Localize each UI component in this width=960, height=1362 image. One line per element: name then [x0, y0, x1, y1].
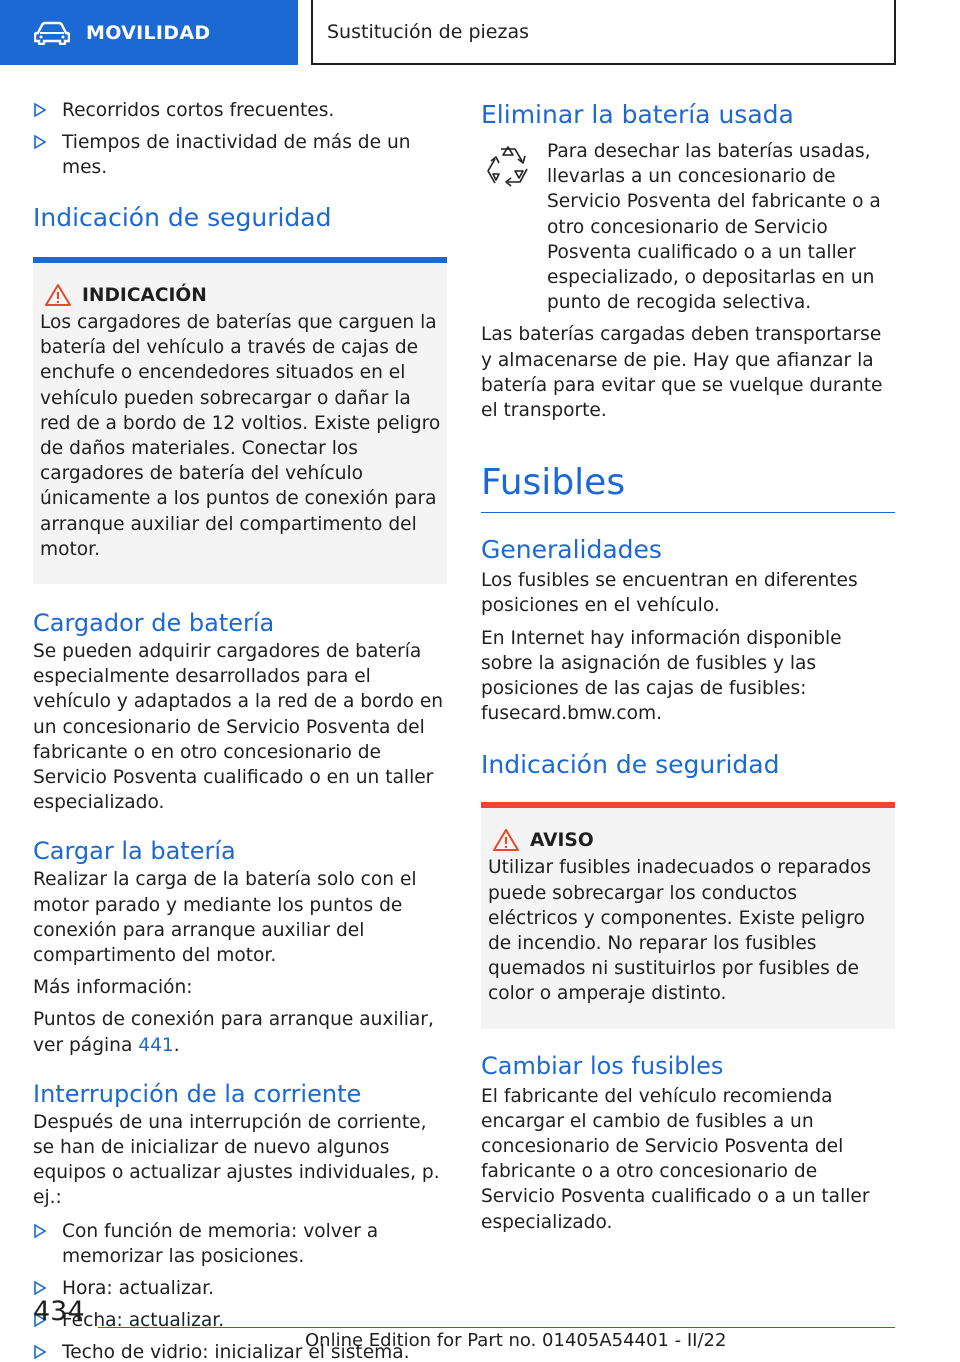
page-link-441[interactable]: 441: [138, 1034, 174, 1056]
footer-divider: [98, 1327, 895, 1328]
heading-dispose: Eliminar la batería usada: [481, 100, 794, 129]
paragraph-transport: Las baterías cargadas deben transportarse y almacenarse de pie. Hay que afianzar la batería para evitar que se vuelque durante el transporte.: [481, 324, 883, 422]
bullet-triangle-icon: [33, 1223, 47, 1239]
notice-text: Los cargadores de baterías que carguen la batería del vehículo a través de cajas de enchufe o encendedores situados en el vehículo pueden sobrecargar o dañar la red de a bordo de 12 voltios. Existe peligro de daños materiales. Conectar los cargadores de batería del vehículo únicamente a los puntos de conexión para arranque auxiliar del compartimento del motor.: [40, 312, 441, 560]
heading-safety: Indicación de seguridad: [33, 203, 332, 232]
list-item: Techo de vidrio: inicializar el sistema.: [33, 1340, 447, 1362]
warning-label: AVISO: [530, 829, 594, 851]
paragraph-charger: Se pueden adquirir cargadores de batería especialmente desarrollados para el vehículo y adaptados a la red de a bordo en un concesionario de Servicio Posventa del fabricante o en otro concesionario de Servicio Posventa cualificado o en un taller especializado.: [33, 641, 444, 814]
section-tab: [0, 0, 298, 65]
page-number: 434: [33, 1296, 85, 1327]
warning-triangle-icon: [44, 283, 72, 307]
heading-safety-fuses: Indicación de seguridad: [481, 750, 780, 780]
chapter-title: Sustitución de piezas: [327, 20, 529, 43]
notice-header: [40, 283, 441, 307]
paragraph-interrupt: Después de una interrupción de corriente, se han de inicializar de nuevo algunos equipos o actualizar ajustes individuales, p. ej.:: [33, 1111, 440, 1209]
paragraph-general-1: Los fusibles se encuentran en diferentes posiciones en el vehículo.: [481, 570, 858, 617]
bullet-triangle-icon: [33, 1280, 47, 1296]
warning-triangle-icon: [492, 828, 520, 852]
chapter-tab: [311, 0, 896, 65]
warning-box: [481, 802, 895, 1028]
paragraph-dispose: Para desechar las baterías usadas, llevarlas a un concesionario de Servicio Posventa del fabricante o a otro concesionario de Servicio Posventa cualificado o a un taller especializado, o depositarlas en un punto de recogida selectiva.: [547, 141, 881, 314]
heading-fuses: Fusibles: [481, 462, 626, 504]
paragraph-change: El fabricante del vehículo recomienda encargar el cambio de fusibles a un concesionario de Servicio Posventa del fabricante o a otro concesionario de Servicio Posventa cualificado o a un taller especializado.: [481, 1085, 870, 1233]
heading-change: Cambiar los fusibles: [481, 1051, 724, 1080]
heading-charger: Cargador de batería: [33, 609, 275, 638]
warning-header: [488, 828, 889, 852]
section-title: MOVILIDAD: [86, 21, 211, 44]
footer-edition: Online Edition for Part no. 01405A54401 - II/22: [305, 1330, 727, 1351]
list-item: Recorridos cortos frecuentes.: [33, 98, 447, 123]
notice-box: [33, 257, 447, 584]
notice-label: INDICACIÓN: [82, 284, 207, 306]
paragraph-general-2: En Internet hay información disponible sobre la asignación de fusibles y las posiciones de las cajas de fusibles: fusecard.bmw.com.: [481, 627, 842, 725]
left-column: [33, 98, 447, 1362]
bullet-triangle-icon: [33, 134, 47, 150]
dispose-block: [481, 139, 895, 315]
paragraph-charge: Realizar la carga de la batería solo con el motor parado y mediante los puntos de conexión para arranque auxiliar del compartimento del motor.: [33, 869, 417, 967]
list-item: Hora: actualizar.: [33, 1276, 447, 1301]
fuses-title-block: [481, 461, 895, 513]
list-item: Fecha: actualizar.: [33, 1308, 447, 1333]
car-icon: [34, 21, 70, 45]
paragraph-more-info: Más información:: [33, 977, 193, 999]
paragraph-reference: Puntos de conexión para arranque auxiliar, ver página 441.: [33, 1009, 434, 1056]
top-bullet-list: [33, 98, 447, 180]
warning-text: Utilizar fusibles inadecuados o reparados puede sobrecargar los conductos eléctricos y componentes. Existe peligro de incendio. No reparar los fusibles quemados ni sustituirlos por fusibles de color o amperaje distinto.: [488, 857, 872, 1005]
recycle-icon: [481, 141, 535, 195]
bullet-triangle-icon: [33, 102, 47, 118]
right-column: [481, 100, 895, 1235]
list-item: Tiempos de inactividad de más de un mes.: [33, 130, 447, 180]
heading-interrupt: Interrupción de la corriente: [33, 1079, 362, 1108]
list-item: Con función de memoria: volver a memorizar las posiciones.: [33, 1219, 447, 1269]
heading-charge: Cargar la batería: [33, 837, 236, 866]
heading-general: Generalidades: [481, 535, 662, 565]
bullet-triangle-icon: [33, 1344, 47, 1360]
